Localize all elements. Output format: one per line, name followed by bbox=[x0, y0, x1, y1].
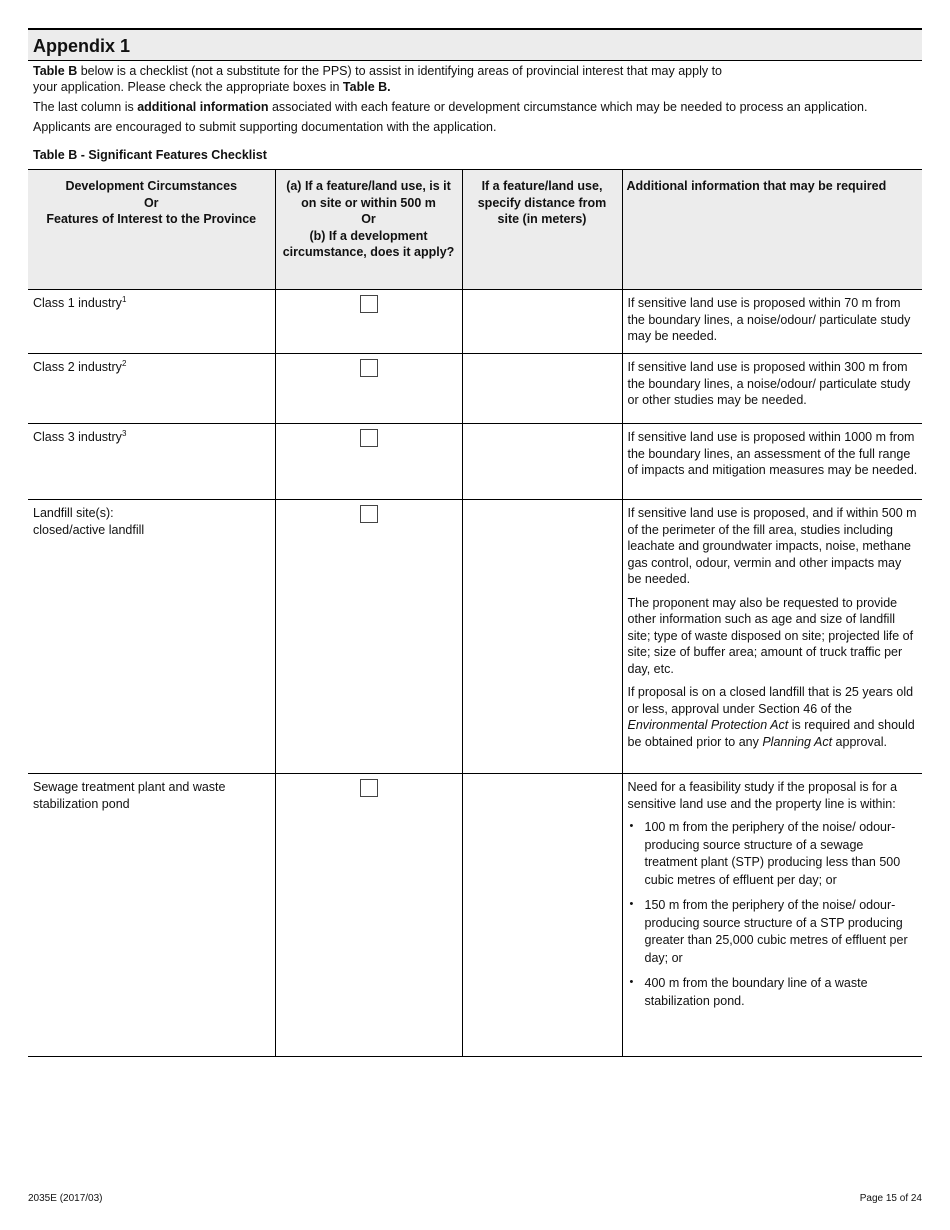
header-col2-line2: Or bbox=[361, 212, 376, 226]
intro-text-1b: your application. Please check the appropriate boxes in bbox=[33, 80, 343, 94]
distance-input-cell[interactable] bbox=[462, 424, 622, 500]
distance-input-cell[interactable] bbox=[462, 500, 622, 774]
class-3-industry-checkbox[interactable] bbox=[360, 429, 378, 447]
feature-label: Class 2 industry bbox=[33, 360, 122, 374]
header-additional-info: Additional information that may be required bbox=[622, 170, 922, 290]
feature-cell bbox=[28, 354, 275, 424]
footnote-marker: 1 bbox=[121, 294, 127, 304]
additional-info-cell: If sensitive land use is proposed within 300 m from the boundary lines, a noise/odour/ particulate study or other studies may be needed. bbox=[622, 354, 922, 424]
list-item: • 400 m from the boundary line of a waste stabilization pond. bbox=[645, 975, 919, 1010]
intro-paragraph-1 bbox=[33, 63, 917, 95]
header-col1-line3: Features of Interest to the Province bbox=[46, 212, 257, 226]
info-paragraph: The proponent may also be requested to provide other information such as age and size of landfill site; type of waste disposed on site; projected life of site; size of buffer area; amount of truck traffic per day, etc. bbox=[627, 595, 914, 676]
intro-text-2b: associated with each feature or development circumstance which may be needed to process an application. bbox=[268, 100, 868, 114]
header-col1-line1: Development Circumstances bbox=[65, 179, 238, 193]
feature-cell bbox=[28, 424, 275, 500]
table-row bbox=[28, 424, 922, 500]
table-header-row bbox=[28, 170, 922, 290]
feature-label: Class 1 industry bbox=[33, 296, 122, 310]
header-col2-line1: (a) If a feature/land use, is it on site or within 500 m bbox=[286, 179, 451, 210]
applies-cell bbox=[275, 500, 462, 774]
table-row bbox=[28, 500, 922, 774]
table-row bbox=[28, 774, 922, 1057]
applies-cell bbox=[275, 290, 462, 354]
intro-bold-table-b: Table B bbox=[33, 64, 78, 78]
info-paragraph: If sensitive land use is proposed, and if within 500 m of the perimeter of the fill area, studies including leachate and groundwater impacts, noise, methane gas control, odour, vermin and other impacts may be needed. bbox=[627, 506, 917, 586]
additional-info-cell: If sensitive land use is proposed within 1000 m from the boundary lines, an assessment of the full range of impacts and mitigation measures may be needed. bbox=[622, 424, 922, 500]
header-development-circumstances bbox=[28, 170, 275, 290]
list-item: • 100 m from the periphery of the noise/ odour-producing source structure of a sewage treatment plant (STP) producing less than 500 cubic metres of effluent per day; or bbox=[645, 819, 919, 889]
info-text: approval. bbox=[832, 734, 887, 749]
additional-info-cell bbox=[622, 774, 922, 1057]
table-row bbox=[28, 354, 922, 424]
page-number: Page 15 of 24 bbox=[859, 1193, 922, 1204]
feature-cell bbox=[28, 290, 275, 354]
info-italic-act: Environmental Protection Act bbox=[627, 718, 789, 732]
applies-cell bbox=[275, 354, 462, 424]
class-2-industry-checkbox[interactable] bbox=[360, 359, 378, 377]
header-col2-line3: (b) If a development circumstance, does it apply? bbox=[282, 228, 455, 259]
applies-cell bbox=[275, 774, 462, 1057]
page-footer bbox=[28, 1193, 922, 1204]
intro-text bbox=[28, 61, 922, 135]
landfill-site-checkbox[interactable] bbox=[360, 505, 378, 523]
feature-label-line2: closed/active landfill bbox=[33, 522, 145, 537]
sewage-treatment-checkbox[interactable] bbox=[360, 779, 378, 797]
table-row bbox=[28, 290, 922, 354]
intro-text-2a: The last column is bbox=[33, 100, 138, 114]
distance-input-cell[interactable] bbox=[462, 774, 622, 1057]
additional-info-cell bbox=[622, 500, 922, 774]
info-paragraph: Need for a feasibility study if the proposal is for a sensitive land use and the property line is within: bbox=[627, 780, 898, 811]
distance-input-cell[interactable] bbox=[462, 354, 622, 424]
class-1-industry-checkbox[interactable] bbox=[360, 295, 378, 313]
feature-cell: Sewage treatment plant and waste stabilization pond bbox=[28, 774, 275, 1057]
list-item: • 150 m from the periphery of the noise/ odour-producing source structure of a STP producing greater than 25,000 cubic metres of effluent per day; or bbox=[645, 897, 919, 967]
form-id: 2035E (2017/03) bbox=[28, 1193, 103, 1204]
significant-features-table bbox=[28, 169, 922, 1057]
feature-label-line1: Landfill site(s): bbox=[33, 506, 114, 520]
info-italic-act: Planning Act bbox=[762, 734, 833, 749]
info-paragraph bbox=[628, 684, 919, 750]
distance-input-cell[interactable] bbox=[462, 290, 622, 354]
table-caption: Table B - Significant Features Checklist bbox=[33, 148, 267, 162]
intro-paragraph-3: Applicants are encouraged to submit supporting documentation with the application. bbox=[33, 120, 497, 134]
intro-paragraph-2 bbox=[33, 99, 917, 115]
additional-info-cell: If sensitive land use is proposed within 70 m from the boundary lines, a noise/odour/ particulate study may be needed. bbox=[622, 290, 922, 354]
intro-bold-table-b-2: Table B. bbox=[342, 80, 391, 94]
header-feature-applies bbox=[275, 170, 462, 290]
page bbox=[28, 28, 922, 1057]
footnote-marker: 2 bbox=[121, 358, 127, 368]
header-distance: If a feature/land use, specify distance from site (in meters) bbox=[462, 170, 622, 290]
info-text: If proposal is on a closed landfill that is 25 years old or less, approval under Section 46 of the bbox=[627, 685, 914, 716]
applies-cell bbox=[275, 424, 462, 500]
info-text: is required and should be obtained prior to any bbox=[627, 718, 915, 749]
appendix-title: Appendix 1 bbox=[28, 28, 922, 61]
footnote-marker: 3 bbox=[121, 428, 127, 438]
feature-cell bbox=[28, 500, 275, 774]
header-col1-line2: Or bbox=[143, 195, 159, 210]
feature-label: Class 3 industry bbox=[33, 430, 122, 444]
intro-bold-additional-info: additional information bbox=[137, 100, 269, 114]
intro-text-1a: below is a checklist (not a substitute for the PPS) to assist in identifying areas of provincial interest that may apply to bbox=[77, 64, 722, 78]
info-bullet-list bbox=[628, 819, 919, 1010]
